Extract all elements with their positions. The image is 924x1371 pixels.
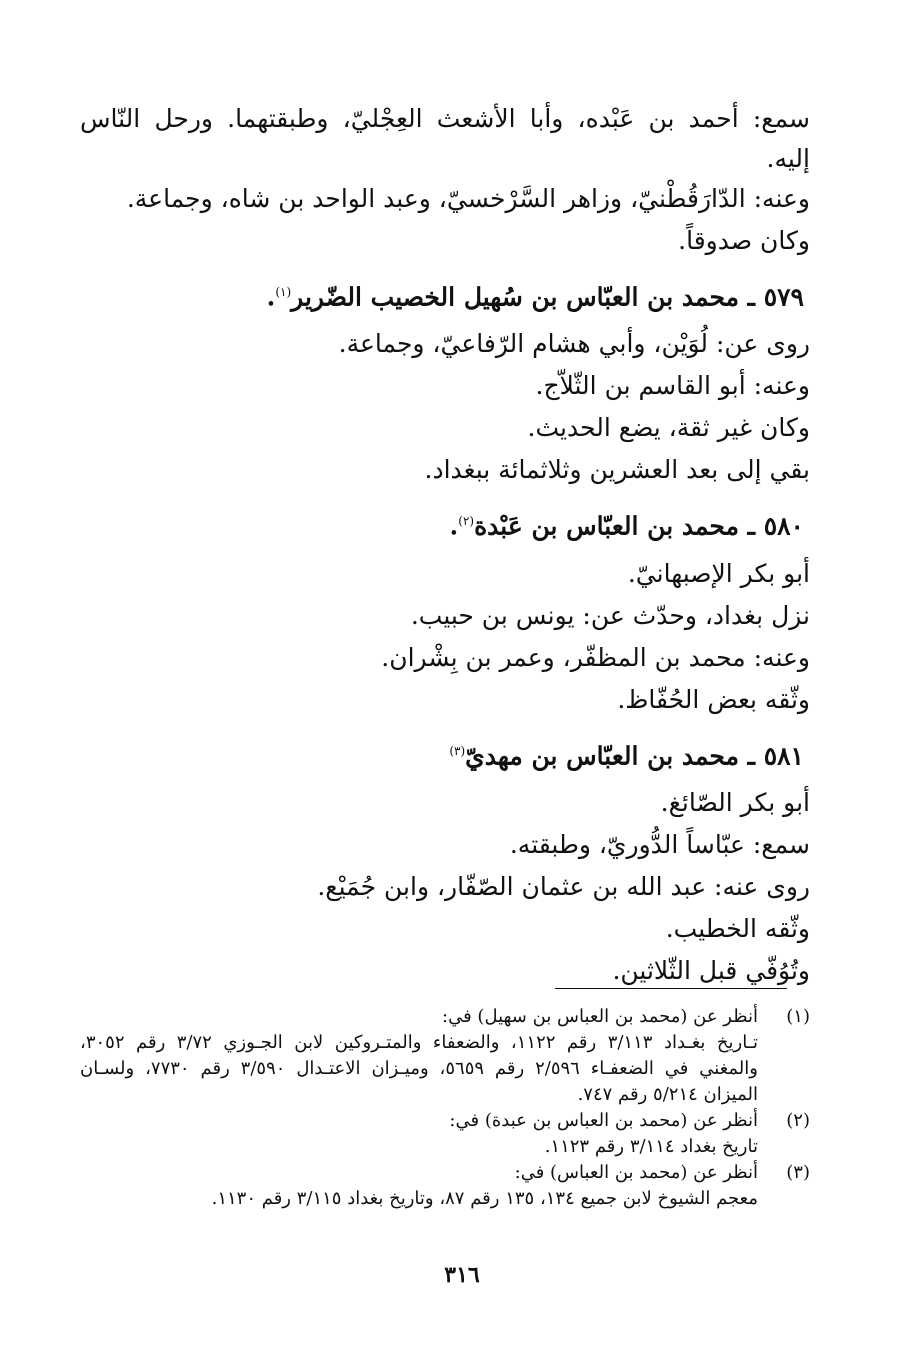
footnote-line: والمغني في الضعفـاء ٢/٥٩٦ رقم ٥٦٥٩، وميـزان الاعتـدال ٣/٥٩٠ رقم ٧٧٣٠، ولسـان: [80, 1058, 758, 1079]
footnote-line: تاريخ بغداد ٣/١١٤ رقم ١١٢٣.: [544, 1136, 758, 1157]
main-text: [80, 98, 810, 992]
footnote-number: (١): [786, 1006, 810, 1027]
entry-heading-581: [80, 729, 810, 778]
text-line: أبو بكر الصّائغ.: [660, 787, 810, 817]
text-line: وكان غير ثقة، يضع الحديث.: [527, 413, 810, 443]
text-line: نزل بغداد، وحدّث عن: يونس بن حبيب.: [410, 600, 810, 630]
text-line: روى عنه: عبد الله بن عثمان الصّفّار، وابن جُمَيْع.: [317, 871, 810, 901]
footnote-line: الميزان ٥/٢١٤ رقم ٧٤٧.: [577, 1084, 758, 1105]
footnote-marker: (١): [275, 285, 292, 299]
footnote-divider: [555, 988, 787, 989]
footnote-body: [80, 1160, 758, 1212]
text-line: بقي إلى بعد العشرين وثلاثمائة ببغداد.: [424, 455, 810, 485]
footnote-line: أنظر عن (محمد بن العباس) في:: [514, 1162, 758, 1183]
text-line: وعنه: محمد بن المظفّر، وعمر بن بِشْران.: [381, 642, 810, 672]
text-line: وثّقه بعض الحُفّاظ.: [617, 684, 810, 714]
footnote-body: [80, 1004, 758, 1108]
footnote-line: أنظر عن (محمد بن العباس بن سهيل) في:: [442, 1006, 758, 1027]
text-line: وعنه: الدّارَقُطْنيّ، وزاهر السَّرْخسيّ، وعبد الواحد بن شاه، وجماعة.: [126, 184, 810, 213]
heading-end: .: [266, 282, 276, 312]
text-line: وكان صدوقاً.: [678, 226, 810, 255]
entry-heading-579: [80, 270, 810, 319]
footnote-line: معجم الشيوخ لابن جميع ١٣٤، ١٣٥ رقم ٨٧، وتاريخ بغداد ٣/١١٥ رقم ١١٣٠.: [211, 1188, 758, 1209]
text-line: سمع: عبّاساً الدُّوريّ، وطبقته.: [509, 829, 810, 859]
text-line: إليه.: [766, 144, 810, 173]
text-line: سمع: أحمد بن عَبْده، وأبا الأشعث العِجْليّ، وطبقتهما. ورحل النّاس: [80, 104, 810, 133]
footnote-body: [80, 1108, 758, 1160]
footnotes: [80, 1004, 810, 1212]
text-line: وثّقه الخطيب.: [665, 913, 810, 943]
footnote-marker: (٢): [458, 514, 475, 529]
text-line: وتُوُفّي قبل الثّلاثين.: [612, 955, 810, 985]
footnote-line: أنظر عن (محمد بن العباس بن عبدة) في:: [449, 1110, 758, 1131]
footnote-line: تـاريخ بغـداد ٣/١١٣ رقم ١١٢٢، والضعفاء والمتـروكين لابن الجـوزي ٣/٧٢ رقم ٣٠٥٢،: [80, 1032, 758, 1053]
page-number: ٣١٦: [444, 1262, 480, 1288]
footnote-1: [80, 1004, 810, 1108]
footnote-marker: (٣): [449, 743, 466, 758]
text-line: روى عن: لُوَيْن، وأبي هشام الرّفاعيّ، وجماعة.: [338, 329, 810, 359]
text-line: أبو بكر الإصبهانيّ.: [627, 558, 810, 588]
footnote-3: [80, 1160, 810, 1212]
heading-end: .: [449, 511, 459, 541]
footnote-number: (٣): [786, 1162, 810, 1183]
footnote-number: (٢): [786, 1110, 810, 1131]
entry-heading-text: ٥٨١ ـ محمد بن العبّاس بن مهديّ: [465, 740, 804, 770]
entry-heading-580: [80, 499, 810, 548]
text-line: وعنه: أبو القاسم بن الثّلاّج.: [535, 371, 810, 401]
entry-heading-text: ٥٨٠ ـ محمد بن العبّاس بن عَبْدة: [474, 511, 804, 541]
footnote-2: [80, 1108, 810, 1160]
entry-heading-text: ٥٧٩ ـ محمد بن العبّاس بن سُهيل الخصيب الضّرير: [291, 282, 804, 312]
